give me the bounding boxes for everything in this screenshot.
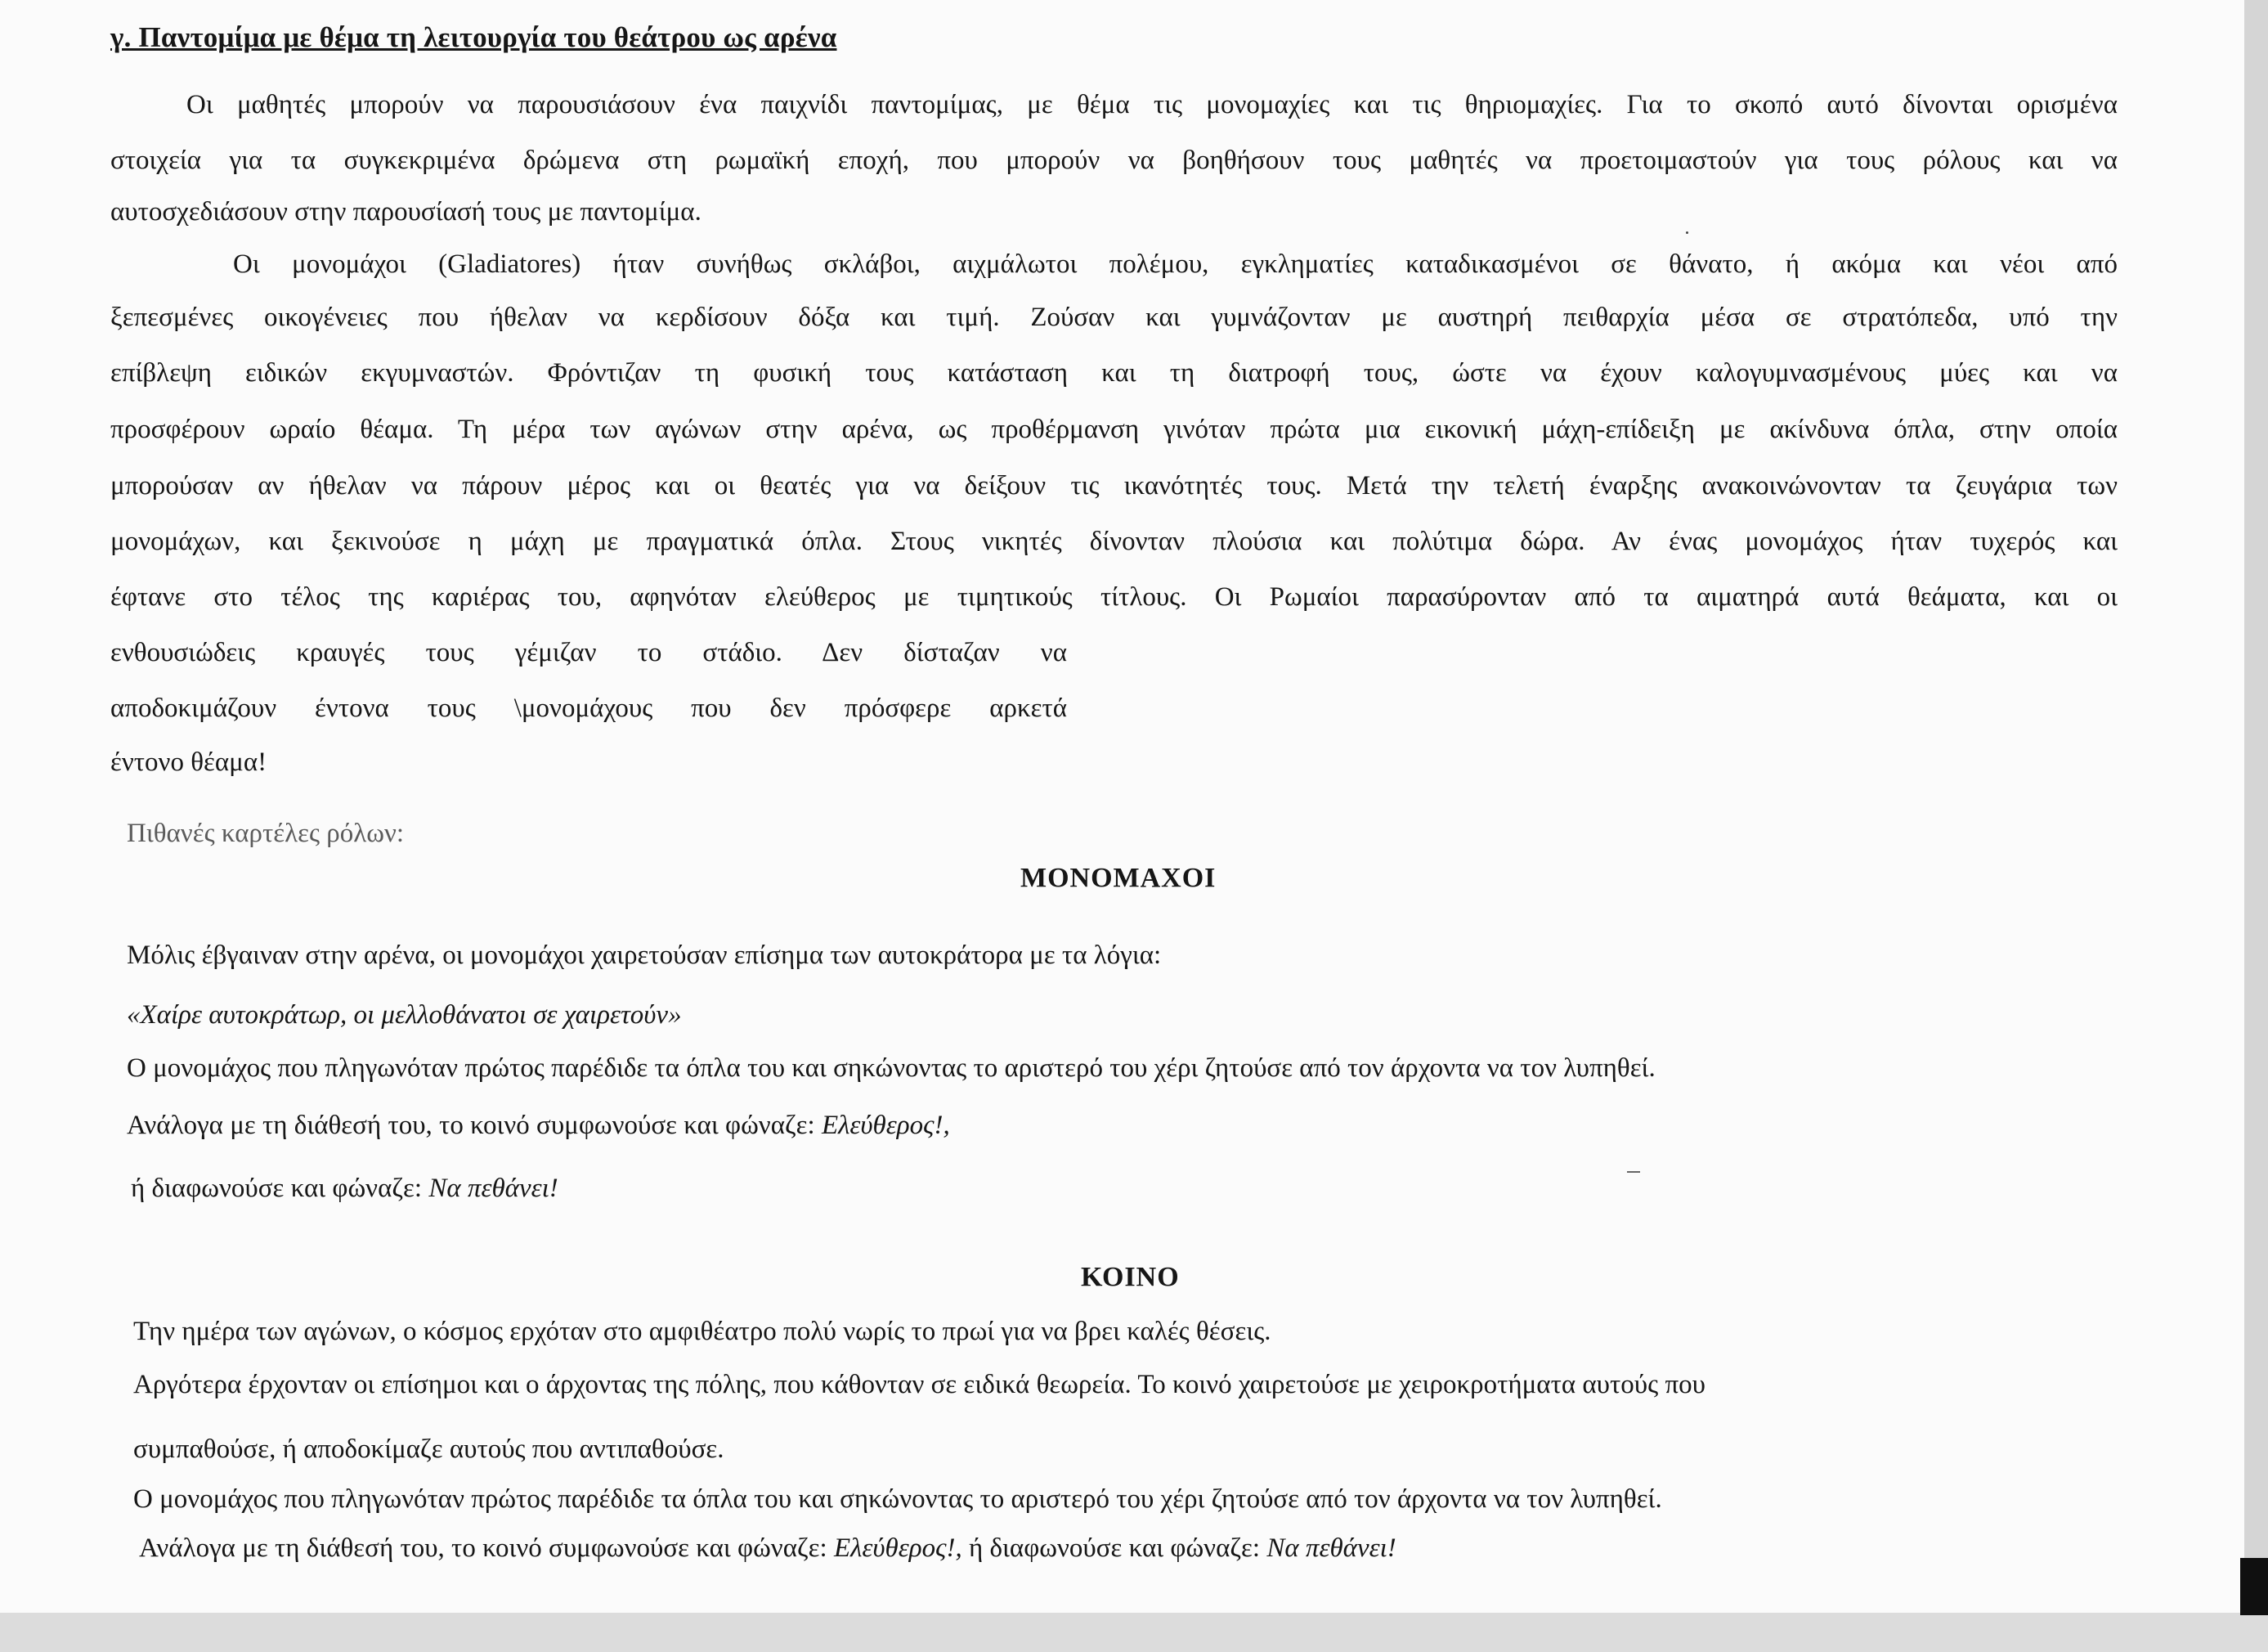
crowd-line-4: Ο μονομάχος που πληγωνόταν πρώτος παρέδιδε τα όπλα του και σηκώνοντας το αριστερό του χέρι ζητούσε από τον άρχοντα να τον λυπηθεί. [133, 1484, 1662, 1514]
crowd-line-5-text: Ανάλογα με τη διάθεσή του, το κοινό συμφωνούσε και φώναζε: [139, 1533, 834, 1563]
gladiators-line-1: Μόλις έβγαιναν στην αρένα, οι μονομάχοι χαιρετούσαν επίσημα των αυτοκράτορα με τα λόγια: [127, 940, 1162, 970]
body-line-6: μονομάχων, και ξεκινούσε η μάχη με πραγματικά όπλα. Στους νικητές δίνονταν πλούσια και πολύτιμα δώρα. Αν ένας μονομάχος ήταν τυχερός και [110, 527, 2118, 556]
role-cards-label: Πιθανές καρτέλες ρόλων: [127, 819, 405, 848]
gladiators-line-4 [127, 1112, 950, 1139]
gladiators-cry-die: Να πεθάνει! [428, 1174, 558, 1203]
section-heading: γ. Παντομίμα με θέμα τη λειτουργία του θεάτρου ως αρένα [110, 21, 837, 53]
crowd-line-3: συμπαθούσε, ή αποδοκίμαζε αυτούς που αντιπαθούσε. [133, 1434, 724, 1464]
crowd-cry-die: Να πεθάνει! [1266, 1533, 1396, 1563]
gladiators-line-5 [131, 1175, 558, 1202]
scan-speck [1686, 231, 1688, 234]
scanner-margin-right [2244, 0, 2268, 1613]
intro-line-2: στοιχεία για τα συγκεκριμένα δρώμενα στη ρωμαϊκή εποχή, που μπορούν να βοηθήσουν τους μαθητές να προετοιμαστούν για τους ρόλους και να [110, 146, 2118, 175]
crowd-line-5 [139, 1535, 1396, 1562]
crowd-cry-free: Ελεύθερος!, [833, 1533, 962, 1563]
crowd-line-2: Αργότερα έρχονταν οι επίσημοι και ο άρχοντας της πόλης, που κάθονταν σε ειδικά θεωρεία. Το κοινό χαιρετούσε με χειροκροτήματα αυτούς που [133, 1370, 1705, 1399]
body-line-10: έντονο θέαμα! [110, 747, 267, 777]
gladiators-line-4-text: Ανάλογα με τη διάθεσή του, το κοινό συμφωνούσε και φώναζε: [127, 1111, 822, 1140]
gladiators-line-3: Ο μονομάχος που πληγωνόταν πρώτος παρέδιδε τα όπλα του και σηκώνοντας το αριστερό του χέρι ζητούσε από τον άρχοντα να τον λυπηθεί. [127, 1053, 1656, 1083]
intro-line-3: αυτοσχεδιάσουν στην παρουσίασή τους με παντομίμα. [110, 197, 701, 227]
body-line-2: ξεπεσμένες οικογένειες που ήθελαν να κερδίσουν δόξα και τιμή. Ζούσαν και γυμνάζονταν με αυστηρή πειθαρχία μέσα σε στρατόπεδα, υπό την [110, 303, 2118, 332]
gladiators-line-5-text: ή διαφωνούσε και φώναζε: [131, 1174, 429, 1203]
crowd-title: ΚΟΙΝΟ [1081, 1262, 1180, 1292]
body-line-9: αποδοκιμάζουν έντονα τους \μονομάχους που δεν πρόσφερε αρκετά [110, 694, 1067, 723]
body-line-1: Οι μονομάχοι (Gladiatores) ήταν συνήθως σκλάβοι, αιχμάλωτοι πολέμου, εγκληματίες καταδικασμένοι σε θάνατο, ή ακόμα και νέοι από [233, 249, 2118, 279]
body-line-5: μπορούσαν αν ήθελαν να πάρουν μέρος και οι θεατές για να δείξουν τις ικανότητές τους. Μετά την τελετή έναρξης ανακοινώνονταν τα ζευγάρια των [110, 471, 2118, 501]
scanner-corner-mark [2240, 1558, 2268, 1615]
crowd-line-5-mid: ή διαφωνούσε και φώναζε: [961, 1533, 1267, 1563]
intro-line-1: Οι μαθητές μπορούν να παρουσιάσουν ένα παιχνίδι παντομίμας, με θέμα τις μονομαχίες και τις θηριομαχίες. Για το σκοπό αυτό δίνονται ορισμένα [186, 90, 2118, 119]
scan-speck [1627, 1171, 1640, 1173]
body-line-3: επίβλεψη ειδικών εκγυμναστών. Φρόντιζαν τη φυσική τους κατάσταση και τη διατροφή τους, ώστε να έχουν καλογυμνασμένους μύες και να [110, 358, 2118, 388]
body-line-7: έφτανε στο τέλος της καριέρας του, αφηνόταν ελεύθερος με τιμητικούς τίτλους. Οι Ρωμαίοι παρασύρονταν από τα αιματηρά αυτά θεάματα, και οι [110, 582, 2118, 612]
body-line-8: ενθουσιώδεις κραυγές τους γέμιζαν το στάδιο. Δεν δίσταζαν να [110, 638, 1067, 667]
gladiators-title: ΜΟΝΟΜΑΧΟΙ [1020, 863, 1217, 893]
scanner-margin-bottom [0, 1613, 2268, 1652]
gladiators-quote: «Χαίρε αυτοκράτωρ, οι μελλοθάνατοι σε χαιρετούν» [127, 1000, 682, 1030]
body-line-4: προσφέρουν ωραίο θέαμα. Τη μέρα των αγώνων στην αρένα, ως προθέρμανση γινόταν πρώτα μια εικονική μάχη-επίδειξη με ακίνδυνα όπλα, στην οποία [110, 415, 2118, 444]
crowd-line-1: Την ημέρα των αγώνων, ο κόσμος ερχόταν στο αμφιθέατρο πολύ νωρίς το πρωί για να βρει καλές θέσεις. [133, 1317, 1271, 1346]
gladiators-cry-free: Ελεύθερος!, [821, 1111, 950, 1140]
